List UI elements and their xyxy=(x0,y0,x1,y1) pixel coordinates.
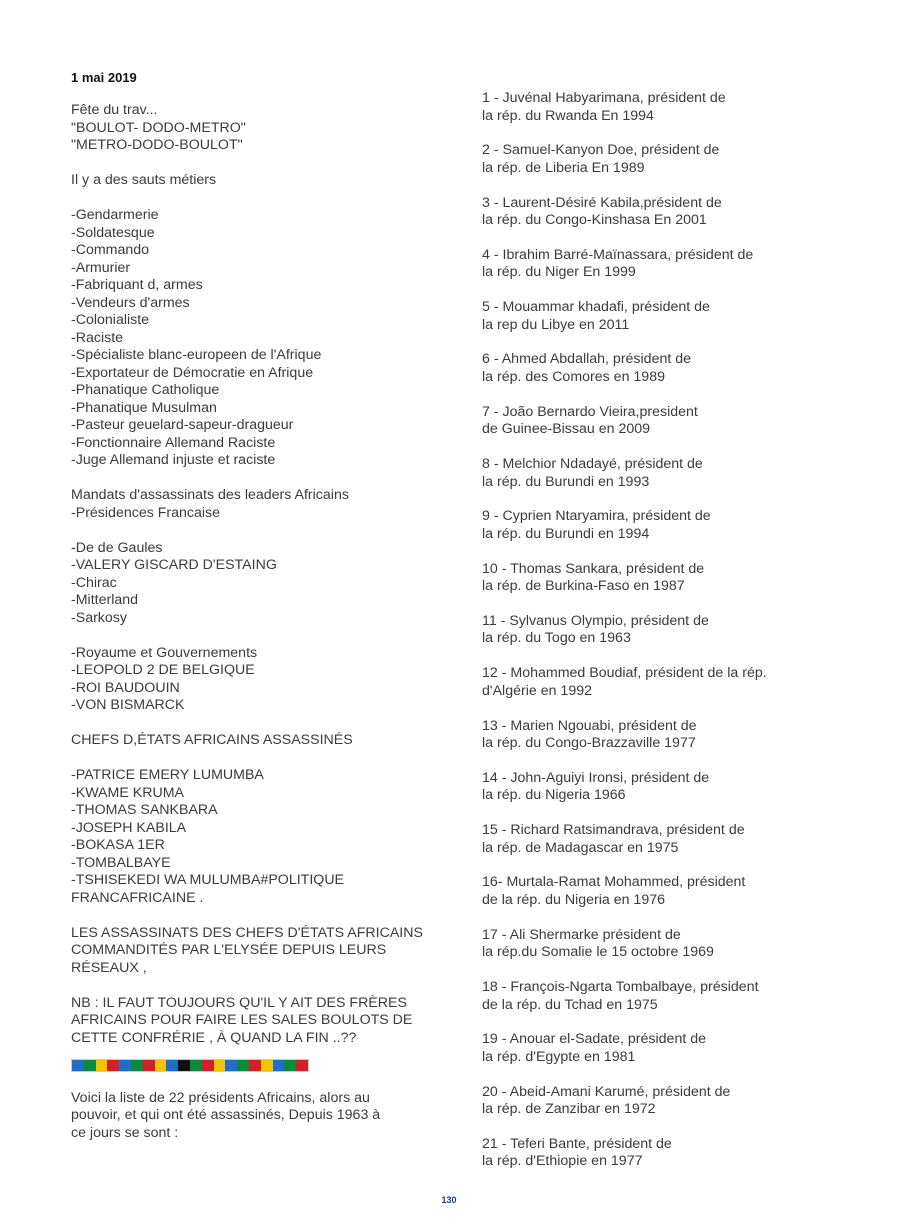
entry-line: 8 - Melchior Ndadayé, président de xyxy=(482,456,703,473)
flag-segment xyxy=(225,1060,237,1071)
flag-segment xyxy=(178,1060,190,1071)
jumps-title: Il y a des sauts métiers xyxy=(71,172,217,188)
entry-line: la rep du Libye en 2011 xyxy=(482,316,630,333)
flag-segment xyxy=(131,1060,143,1071)
flag-segment xyxy=(214,1060,226,1071)
president-item: -Chirac xyxy=(71,574,117,591)
president-list-entry xyxy=(482,508,812,543)
president-list-entry xyxy=(482,142,812,177)
job-item: -Vendeurs d'armes xyxy=(71,294,190,311)
president-list-entry xyxy=(482,195,812,230)
assassinations-line: LES ASSASSINATS DES CHEFS D'ÉTATS AFRICAINS xyxy=(71,924,423,941)
outro-line: Voici la liste de 22 présidents Africains, alors au xyxy=(71,1089,370,1106)
job-item: -Exportateur de Démocratie en Afrique xyxy=(71,364,314,381)
kingdom-item: -LEOPOLD 2 DE BELGIQUE xyxy=(71,662,255,678)
president-list-entry xyxy=(482,351,812,386)
job-item: -Armurier xyxy=(71,259,131,276)
assassinations-line: COMMANDITÉS PAR L'ELYSÉE DEPUIS LEURS xyxy=(71,942,387,958)
chief-item: -THOMAS SANKBARA xyxy=(71,802,218,818)
president-list-entry xyxy=(482,456,812,491)
entry-line: la rép. des Comores en 1989 xyxy=(482,368,665,385)
entry-line: la rép. de Burkina-Faso en 1987 xyxy=(482,578,685,595)
entry-line: la rép. du Congo-Kinshasa En 2001 xyxy=(482,212,707,229)
president-list-entry xyxy=(482,822,812,857)
president-list-entry xyxy=(482,613,812,648)
flag-segment xyxy=(107,1060,119,1071)
entry-line: de Guinee-Bissau en 2009 xyxy=(482,421,651,438)
flag-segment xyxy=(166,1060,178,1071)
president-list-entry xyxy=(482,299,812,334)
flag-segment xyxy=(96,1060,108,1071)
flag-segment xyxy=(249,1060,261,1071)
chief-item: -KWAME KRUMA xyxy=(71,784,184,801)
entry-line: 12 - Mohammed Boudiaf, président de la rép. xyxy=(482,665,767,682)
president-list-entry xyxy=(482,247,812,282)
left-column xyxy=(71,102,423,1142)
post-date: 1 mai 2019 xyxy=(71,70,137,85)
nb-line: AFRICAINS POUR FAIRE LES SALES BOULOTS DE xyxy=(71,1012,413,1028)
entry-line: 17 - Ali Shermarke président de xyxy=(482,926,681,943)
job-item: -Pasteur geuelard-sapeur-dragueur xyxy=(71,417,294,433)
entry-line: la rép. du Nigeria 1966 xyxy=(482,787,626,804)
president-list-entry xyxy=(482,718,812,753)
flag-segment xyxy=(143,1060,155,1071)
page-number: 130 xyxy=(441,1195,457,1205)
flag-segment xyxy=(296,1060,308,1071)
flag-segment xyxy=(84,1060,96,1071)
job-item: -Spécialiste blanc-europeen de l'Afrique xyxy=(71,347,322,363)
job-item: -Soldatesque xyxy=(71,224,155,241)
chiefs-title: CHEFS D,ÉTATS AFRICAINS ASSASSINÉS xyxy=(71,732,353,748)
job-item: -Fabriquant d, armes xyxy=(71,277,203,293)
entry-line: 20 - Abeid-Amani Karumé, président de xyxy=(482,1083,731,1100)
president-item: -VALERY GISCARD D'ESTAING xyxy=(71,557,277,573)
entry-line: 5 - Mouammar khadafi, président de xyxy=(482,299,710,316)
president-list-entry xyxy=(482,90,812,125)
entry-line: 21 - Teferi Bante, président de xyxy=(482,1135,672,1152)
entry-line: 15 - Richard Ratsimandrava, président de xyxy=(482,822,745,839)
entry-line: la rép. de Liberia En 1989 xyxy=(482,159,645,176)
entry-line: 4 - Ibrahim Barré-Maïnassara, président de xyxy=(482,246,754,263)
job-item: -Phanatique Catholique xyxy=(71,382,220,398)
entry-line: 2 - Samuel-Kanyon Doe, président de xyxy=(482,142,720,159)
chief-item: -PATRICE EMERY LUMUMBA xyxy=(71,767,264,783)
entry-line: la rép. du Niger En 1999 xyxy=(482,264,636,281)
entry-line: de la rép. du Nigeria en 1976 xyxy=(482,891,665,908)
flag-segment xyxy=(119,1060,131,1071)
entry-line: 14 - John-Aguiyi Ironsi, président de xyxy=(482,769,710,786)
outro-line: ce jours se sont : xyxy=(71,1124,179,1141)
entry-line: 18 - François-Ngarta Tombalbaye, président xyxy=(482,979,759,996)
president-list-entry xyxy=(482,561,812,596)
president-list-entry xyxy=(482,770,812,805)
kingdom-item: -ROI BAUDOUIN xyxy=(71,679,180,696)
president-list-entry xyxy=(482,1084,812,1119)
intro-line: "METRO-DODO-BOULOT" xyxy=(71,137,243,153)
job-item: -Commando xyxy=(71,242,150,258)
job-item: -Raciste xyxy=(71,329,124,346)
flag-segment xyxy=(237,1060,249,1071)
entry-line: la rép. du Togo en 1963 xyxy=(482,630,631,647)
entry-line: la rép. d'Egypte en 1981 xyxy=(482,1048,636,1065)
president-list-entry xyxy=(482,979,812,1014)
entry-line: 6 - Ahmed Abdallah, président de xyxy=(482,351,692,368)
job-item: -Fonctionnaire Allemand Raciste xyxy=(71,434,276,451)
entry-line: la rép. du Congo-Brazzaville 1977 xyxy=(482,735,696,752)
flag-segment xyxy=(190,1060,202,1071)
entry-line: 19 - Anouar el-Sadate, président de xyxy=(482,1031,706,1048)
president-list-entry xyxy=(482,1136,812,1171)
president-item: -Sarkosy xyxy=(71,609,127,626)
entry-line: la rép. d'Ethiopie en 1977 xyxy=(482,1153,643,1170)
intro-line: Fête du trav... xyxy=(71,102,158,118)
entry-line: 13 - Marien Ngouabi, président de xyxy=(482,717,697,734)
assassinations-line: RÉSEAUX , xyxy=(71,959,147,976)
kingdom-item: -Royaume et Gouvernements xyxy=(71,644,258,661)
president-item: -De de Gaules xyxy=(71,539,163,556)
entry-line: 10 - Thomas Sankara, président de xyxy=(482,560,705,577)
mandates-line: Mandats d'assassinats des leaders Africains xyxy=(71,487,349,503)
entry-line: la rép. de Zanzibar en 1972 xyxy=(482,1101,656,1118)
chief-item: -TSHISEKEDI WA MULUMBA#POLITIQUE xyxy=(71,872,345,888)
president-list-entry xyxy=(482,665,812,700)
flag-segment xyxy=(261,1060,273,1071)
entry-line: 7 - João Bernardo Vieira,president xyxy=(482,403,698,420)
president-list-entry xyxy=(482,927,812,962)
mandates-line: -Présidences Francaise xyxy=(71,504,221,521)
entry-line: de la rép. du Tchad en 1975 xyxy=(482,996,658,1013)
flag-segment xyxy=(72,1060,84,1071)
president-list-entry xyxy=(482,874,812,909)
entry-line: d'Algérie en 1992 xyxy=(482,682,592,699)
entry-line: 1 - Juvénal Habyarimana, président de xyxy=(482,90,726,106)
chief-item: -BOKASA 1ER xyxy=(71,837,165,853)
entry-line: la rép. de Madagascar en 1975 xyxy=(482,839,679,856)
entry-line: 3 - Laurent-Désiré Kabila,président de xyxy=(482,194,722,211)
entry-line: 16- Murtala-Ramat Mohammed, président xyxy=(482,874,746,891)
right-column xyxy=(482,90,812,1188)
entry-line: 9 - Cyprien Ntaryamira, président de xyxy=(482,508,711,525)
president-list-entry xyxy=(482,1031,812,1066)
kingdom-item: -VON BISMARCK xyxy=(71,697,185,713)
flag-segment xyxy=(202,1060,214,1071)
entry-line: 11 - Sylvanus Olympio, président de xyxy=(482,612,709,629)
president-list-entry xyxy=(482,404,812,439)
job-item: -Gendarmerie xyxy=(71,207,159,223)
flag-segment xyxy=(155,1060,167,1071)
job-item: -Juge Allemand injuste et raciste xyxy=(71,452,276,468)
african-flags-strip xyxy=(71,1059,309,1072)
job-item: -Colonialiste xyxy=(71,312,150,328)
chief-item: -TOMBALBAYE xyxy=(71,854,171,871)
entry-line: la rép. du Burundi en 1993 xyxy=(482,473,650,490)
flag-segment xyxy=(273,1060,285,1071)
entry-line: la rép. du Burundi en 1994 xyxy=(482,525,650,542)
nb-line: NB : IL FAUT TOUJOURS QU'IL Y AIT DES FRÈRES xyxy=(71,994,407,1011)
chief-item: -JOSEPH KABILA xyxy=(71,819,187,836)
job-item: -Phanatique Musulman xyxy=(71,399,217,416)
entry-line: la rép.du Somalie le 15 octobre 1969 xyxy=(482,944,714,961)
flag-segment xyxy=(284,1060,296,1071)
outro-line: pouvoir, et qui ont été assassinés, Depuis 1963 à xyxy=(71,1107,381,1123)
intro-line: "BOULOT- DODO-METRO" xyxy=(71,119,246,136)
entry-line: la rép. du Rwanda En 1994 xyxy=(482,107,654,124)
president-item: -Mitterland xyxy=(71,592,139,608)
chief-item: FRANCAFRICAINE . xyxy=(71,889,204,906)
nb-line: CETTE CONFRÉRIE , À QUAND LA FIN ..?? xyxy=(71,1029,357,1046)
